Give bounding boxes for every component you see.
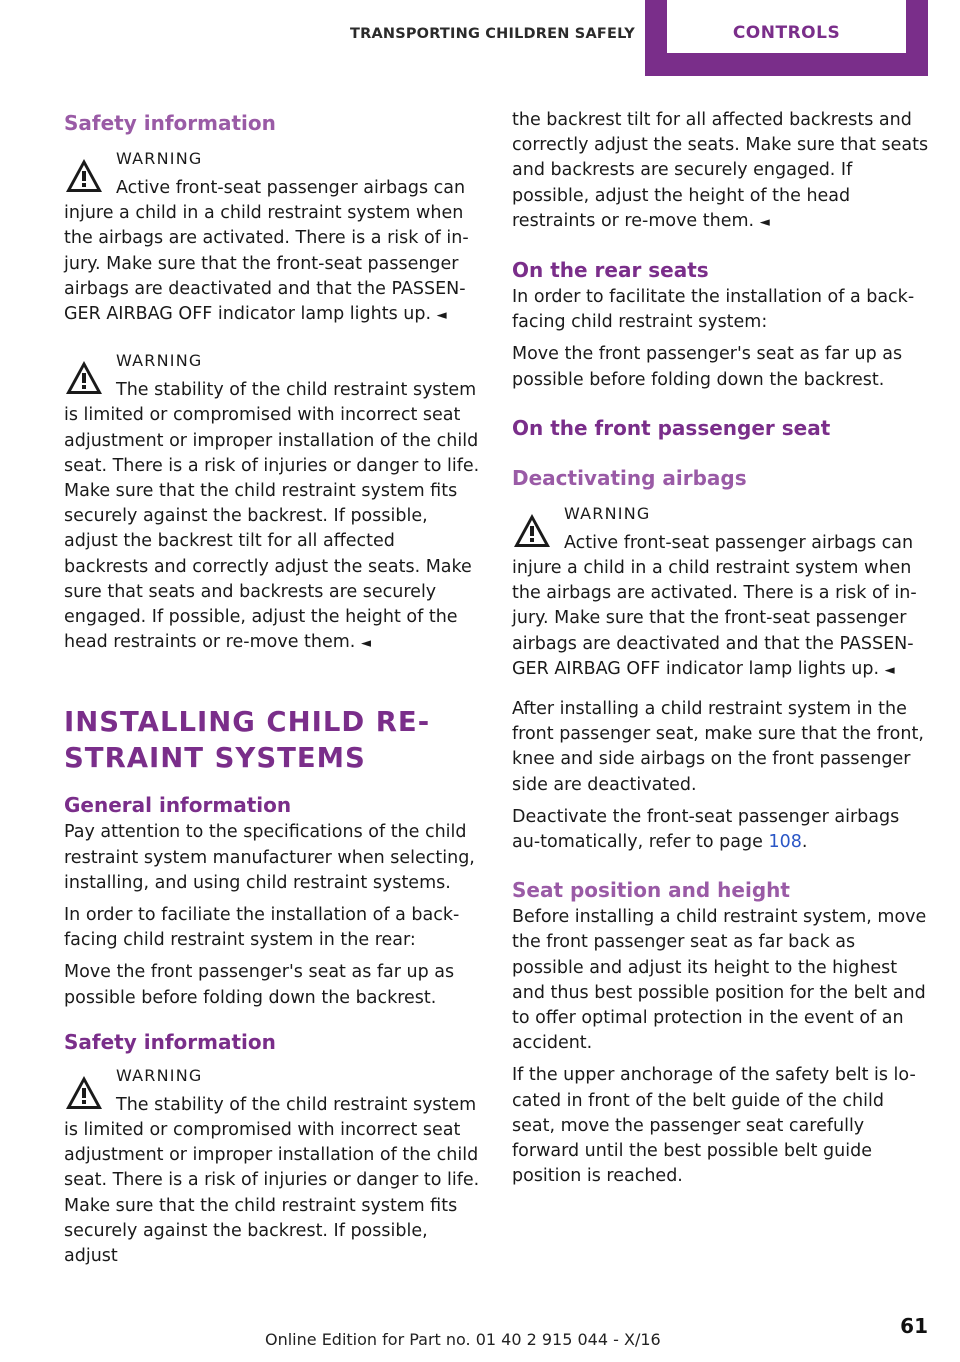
- page-reference-link[interactable]: 108: [768, 832, 802, 853]
- left-column: [64, 108, 482, 1269]
- warning-body: is limited or compromised with incorrect seat adjustment or improper installation of the child seat. There is a risk of injuries or danger to life. Make sure that the child restraint system fits securely against the backrest. If possible, adjust the backrest tilt for all affected backrests and correctly adjust the seats. Make sure that seats and backrests are securely engaged. If possible, adjust the height of the head restraints or re-move them.: [64, 405, 480, 653]
- safety-information-heading: Safety information: [64, 1029, 276, 1054]
- installing-heading-line2: STRAINT SYSTEMS: [64, 742, 366, 775]
- paragraph: In order to facilitate the installation of a back-facing child restraint system:: [512, 287, 915, 333]
- warning-first-line: Active front-seat passenger airbags can: [116, 178, 466, 198]
- chapter-tab[interactable]: [645, 0, 928, 76]
- end-mark: ◄: [360, 636, 371, 652]
- warning-first-line: The stability of the child restraint system: [116, 380, 477, 401]
- warning-body: injure a child in a child restraint system when the airbags are activated. There is a risk of in-jury. Make sure that the front-seat passenger airbags are deactivated and that the PASSEN-GER AIRBAG OFF indicator lamp lights up.: [512, 558, 917, 679]
- general-information-heading: General information: [64, 793, 292, 818]
- front-passenger-seat-heading: On the front passenger seat: [512, 415, 831, 440]
- end-mark: ◄: [884, 662, 895, 678]
- continuation-body: the backrest tilt for all affected backrests and correctly adjust the seats. Make sure that seats and backrests are securely engaged. If possible, adjust the height of the head restraints or re-move them.: [512, 110, 929, 231]
- right-column: [512, 108, 930, 1190]
- warning-text: [64, 201, 482, 328]
- page-number: 61: [900, 1314, 928, 1338]
- paragraph: Before installing a child restraint system, move the front passenger seat as far back as possible and adjust its height to the highest and thus best possible position for the belt and to offer optimal protection in the event of an accident.: [512, 907, 927, 1054]
- paragraph-with-link: [512, 805, 930, 855]
- paragraph: Pay attention to the specifications of the child restraint system manufacturer when selecting, installing, and using child restraint systems.: [64, 822, 475, 893]
- warning-triangle-icon: [64, 156, 104, 196]
- section-heading: [64, 704, 482, 776]
- paragraph: Move the front passenger's seat as far up as possible before folding down the backrest.: [512, 344, 903, 390]
- deactivating-airbags-heading: Deactivating airbags: [512, 465, 747, 490]
- seat-position-heading: Seat position and height: [512, 878, 790, 903]
- warning-first-line: Active front-seat passenger airbags can: [564, 532, 914, 553]
- running-header-title: TRANSPORTING CHILDREN SAFELY: [350, 26, 635, 42]
- edition-footer: Online Edition for Part no. 01 40 2 915 044 - X/16: [265, 1330, 661, 1349]
- end-mark: ◄: [436, 308, 447, 324]
- rear-seats-heading: On the rear seats: [512, 258, 709, 283]
- end-mark: ◄: [759, 214, 770, 230]
- period: .: [801, 832, 808, 853]
- warning-triangle-icon: [512, 511, 552, 551]
- warning-block: [64, 1061, 482, 1269]
- warning-body: is limited or compromised with incorrect seat adjustment or improper installation of the child seat. There is a risk of injuries or danger to life. Make sure that the child restraint system fits securely against the backrest. If possible, adjust: [64, 1120, 480, 1267]
- warning-triangle-icon: [64, 358, 104, 398]
- warning-first-line: The stability of the child restraint system: [116, 1094, 477, 1115]
- paragraph: After installing a child restraint system in the front passenger seat, make sure that the front, knee and side airbags on the front passenger side are deactivated.: [512, 699, 924, 795]
- paragraph-text: Deactivate the front-seat passenger airbags au-tomatically, refer to page: [512, 806, 900, 853]
- safety-information-heading: Safety information: [64, 111, 276, 135]
- warning-text: [512, 556, 930, 683]
- continuation-text: [512, 108, 930, 235]
- paragraph: Move the front passenger's seat as far up as possible before folding down the backrest.: [64, 962, 455, 1008]
- warning-block: [64, 144, 482, 328]
- warning-block: [512, 499, 930, 683]
- warning-title: WARNING: [116, 1065, 203, 1085]
- chapter-tab-label: CONTROLS: [667, 0, 906, 53]
- paragraph: If the upper anchorage of the safety belt is lo-cated in front of the belt guide of the child seat, move the passenger seat carefully forward until the best possible belt guide position is reached.: [512, 1065, 916, 1187]
- installing-heading-line1: INSTALLING CHILD RE-: [64, 706, 431, 739]
- warning-block: [64, 346, 482, 656]
- warning-triangle-icon: [64, 1073, 104, 1113]
- warning-title: WARNING: [116, 351, 203, 371]
- warning-title: WARNING: [116, 149, 203, 168]
- warning-title: WARNING: [564, 503, 651, 523]
- warning-text: [64, 403, 482, 656]
- paragraph: In order to faciliate the installation of a back-facing child restraint system in the rear:: [64, 905, 460, 951]
- warning-body: injure a child in a child restraint system when the airbags are activated. There is a risk of in-jury. Make sure that the front-seat passenger airbags are deactivated and that the PASSEN-GER AIRBAG OFF indicator lamp lights up.: [64, 203, 469, 325]
